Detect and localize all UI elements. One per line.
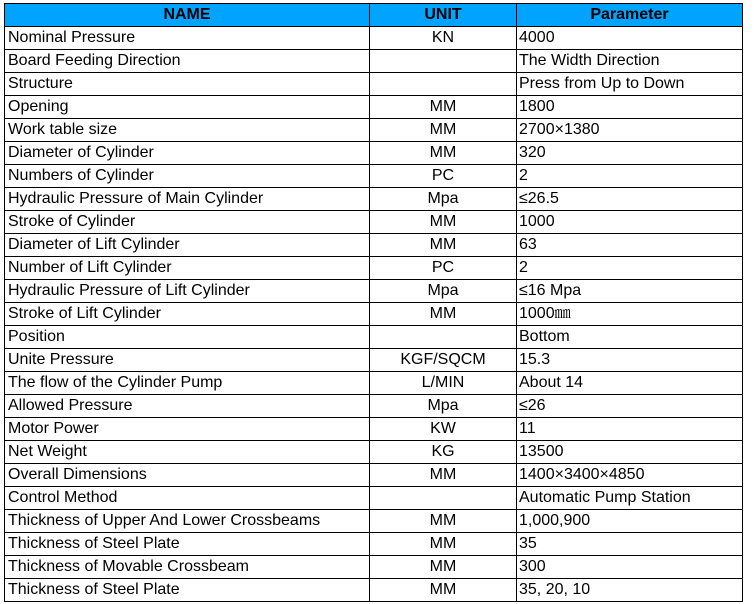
- row-parameter-cell: ≤16 Mpa: [517, 280, 743, 303]
- row-parameter-cell: Automatic Pump Station: [517, 487, 743, 510]
- row-name-cell: Hydraulic Pressure of Lift Cylinder: [5, 280, 370, 303]
- row-name-cell: Unite Pressure: [5, 349, 370, 372]
- row-name-cell: Motor Power: [5, 418, 370, 441]
- row-parameter-cell: About 14: [517, 372, 743, 395]
- row-unit-cell: MM: [370, 464, 517, 487]
- row-name-cell: Hydraulic Pressure of Main Cylinder: [5, 188, 370, 211]
- row-unit-cell: [370, 50, 517, 73]
- row-parameter-cell: 1000㎜: [517, 303, 743, 326]
- table-row: [5, 165, 743, 188]
- row-name-cell: Position: [5, 326, 370, 349]
- row-unit-cell: KG: [370, 441, 517, 464]
- row-parameter-cell: Press from Up to Down: [517, 73, 743, 96]
- table-row: [5, 326, 743, 349]
- row-parameter-cell: 13500: [517, 441, 743, 464]
- row-parameter-cell: 63: [517, 234, 743, 257]
- row-parameter-cell: Bottom: [517, 326, 743, 349]
- header-unit: UNIT: [370, 4, 517, 27]
- row-unit-cell: Mpa: [370, 395, 517, 418]
- row-unit-cell: MM: [370, 211, 517, 234]
- row-parameter-cell: 2: [517, 165, 743, 188]
- row-name-cell: Control Method: [5, 487, 370, 510]
- table-row: [5, 142, 743, 165]
- row-name-cell: Diameter of Cylinder: [5, 142, 370, 165]
- row-name-cell: Nominal Pressure: [5, 27, 370, 50]
- row-parameter-cell: 300: [517, 556, 743, 579]
- row-parameter-cell: 35, 20, 10: [517, 579, 743, 602]
- row-parameter-cell: 2700×1380: [517, 119, 743, 142]
- row-name-cell: Stroke of Lift Cylinder: [5, 303, 370, 326]
- table-row: [5, 349, 743, 372]
- table-row: [5, 556, 743, 579]
- row-name-cell: Board Feeding Direction: [5, 50, 370, 73]
- header-parameter: Parameter: [517, 4, 743, 27]
- table-row: [5, 96, 743, 119]
- row-unit-cell: MM: [370, 303, 517, 326]
- table-row: [5, 418, 743, 441]
- row-name-cell: Allowed Pressure: [5, 395, 370, 418]
- row-name-cell: Structure: [5, 73, 370, 96]
- row-name-cell: Net Weight: [5, 441, 370, 464]
- row-parameter-cell: 1400×3400×4850: [517, 464, 743, 487]
- row-parameter-cell: 2: [517, 257, 743, 280]
- row-name-cell: The flow of the Cylinder Pump: [5, 372, 370, 395]
- row-parameter-cell: The Width Direction: [517, 50, 743, 73]
- table-row: [5, 464, 743, 487]
- table-row: [5, 119, 743, 142]
- table-row: [5, 395, 743, 418]
- row-parameter-cell: 35: [517, 533, 743, 556]
- spec-table: [4, 3, 743, 602]
- table-row: [5, 211, 743, 234]
- row-parameter-cell: ≤26: [517, 395, 743, 418]
- row-unit-cell: Mpa: [370, 188, 517, 211]
- row-unit-cell: MM: [370, 234, 517, 257]
- row-parameter-cell: ≤26.5: [517, 188, 743, 211]
- table-row: [5, 487, 743, 510]
- row-unit-cell: KN: [370, 27, 517, 50]
- row-unit-cell: KW: [370, 418, 517, 441]
- row-name-cell: Work table size: [5, 119, 370, 142]
- row-parameter-cell: 1000: [517, 211, 743, 234]
- row-unit-cell: MM: [370, 579, 517, 602]
- header-row: [5, 4, 743, 27]
- row-unit-cell: MM: [370, 142, 517, 165]
- row-parameter-cell: 11: [517, 418, 743, 441]
- row-unit-cell: MM: [370, 119, 517, 142]
- row-unit-cell: [370, 487, 517, 510]
- row-name-cell: Numbers of Cylinder: [5, 165, 370, 188]
- table-row: [5, 27, 743, 50]
- row-unit-cell: MM: [370, 96, 517, 119]
- table-row: [5, 510, 743, 533]
- table-row: [5, 303, 743, 326]
- table-row: [5, 533, 743, 556]
- table-row: [5, 234, 743, 257]
- row-unit-cell: MM: [370, 533, 517, 556]
- row-name-cell: Thickness of Movable Crossbeam: [5, 556, 370, 579]
- row-unit-cell: Mpa: [370, 280, 517, 303]
- row-name-cell: Thickness of Steel Plate: [5, 533, 370, 556]
- row-unit-cell: [370, 73, 517, 96]
- row-name-cell: Thickness of Steel Plate: [5, 579, 370, 602]
- table-row: [5, 280, 743, 303]
- row-unit-cell: MM: [370, 556, 517, 579]
- row-unit-cell: MM: [370, 510, 517, 533]
- row-parameter-cell: 1800: [517, 96, 743, 119]
- row-unit-cell: L/MIN: [370, 372, 517, 395]
- row-unit-cell: KGF/SQCM: [370, 349, 517, 372]
- table-row: [5, 441, 743, 464]
- row-name-cell: Opening: [5, 96, 370, 119]
- row-name-cell: Overall Dimensions: [5, 464, 370, 487]
- table-row: [5, 257, 743, 280]
- row-name-cell: Number of Lift Cylinder: [5, 257, 370, 280]
- row-parameter-cell: 4000: [517, 27, 743, 50]
- row-name-cell: Diameter of Lift Cylinder: [5, 234, 370, 257]
- row-name-cell: Thickness of Upper And Lower Crossbeams: [5, 510, 370, 533]
- table-row: [5, 73, 743, 96]
- header-name: NAME: [5, 4, 370, 27]
- table-row: [5, 579, 743, 602]
- row-parameter-cell: 1,000,900: [517, 510, 743, 533]
- table-body: [5, 27, 743, 602]
- row-unit-cell: PC: [370, 257, 517, 280]
- row-parameter-cell: 320: [517, 142, 743, 165]
- row-parameter-cell: 15.3: [517, 349, 743, 372]
- table-row: [5, 188, 743, 211]
- table-row: [5, 372, 743, 395]
- row-unit-cell: [370, 326, 517, 349]
- table-row: [5, 50, 743, 73]
- row-name-cell: Stroke of Cylinder: [5, 211, 370, 234]
- row-unit-cell: PC: [370, 165, 517, 188]
